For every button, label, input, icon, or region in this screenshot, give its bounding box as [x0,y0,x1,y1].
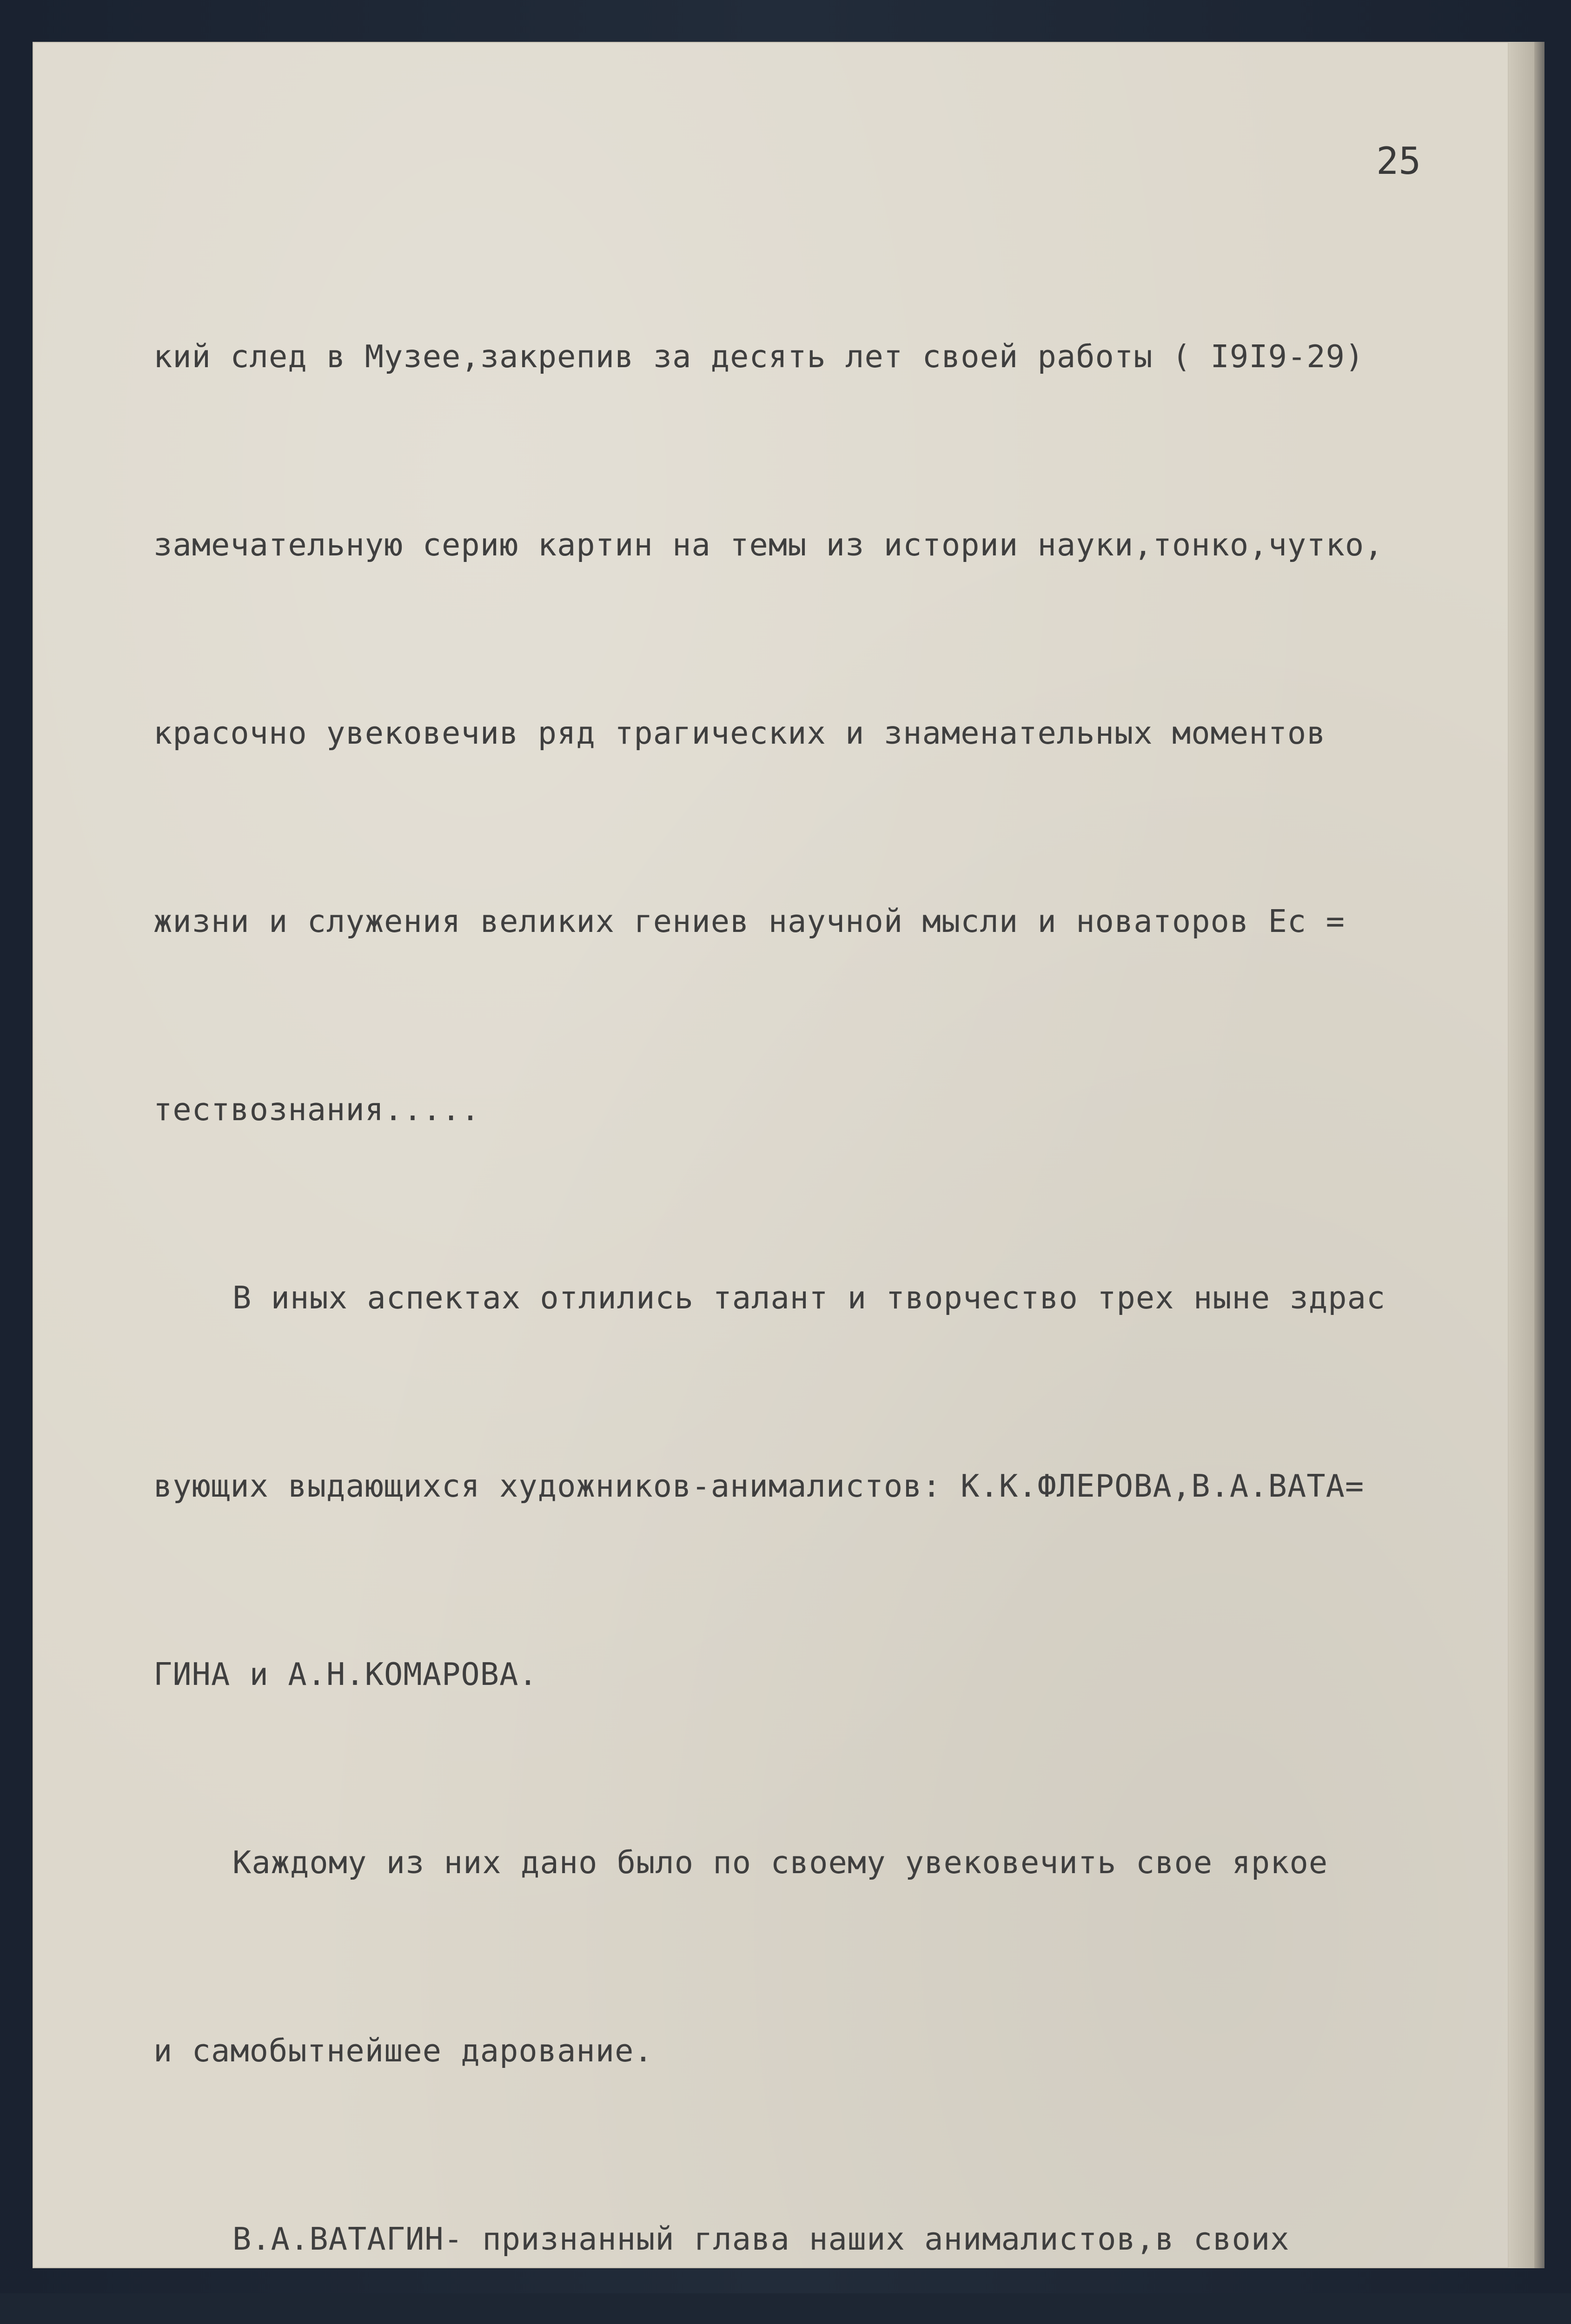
text-line: жизни и служения великих гениев научной мысли и новаторов Ес = [153,903,1345,939]
text-line: кий след в Музее,закрепив за десять лет своей работы ( I9I9-29) [153,338,1365,375]
text-line: вующих выдающихся художников-анималистов: К.К.ФЛЕРОВА,В.А.ВАТА= [153,1468,1365,1504]
text-line: замечательную серию картин на темы из истории науки,тонко,чутко, [153,527,1384,563]
text-line: и самобытнейшее дарование. [153,2033,653,2069]
page-edge-shadow [1534,42,1544,2268]
text-line: Каждому из них дано было по своему увековечить свое яркое [232,1844,1328,1881]
text-line: красочно увековечив ряд трагических и знаменательных моментов [153,715,1326,751]
page-number: 25 [1376,139,1421,183]
text-line: В.А.ВАТАГИН- признанный глава наших анималистов,в своих [232,2221,1290,2257]
text-line: тествознания..... [153,1091,480,1128]
text-line: В иных аспектах отлились талант и творчество трех ныне здрас [232,1280,1386,1316]
document-body [153,200,1511,2324]
text-line: ГИНА и А.Н.КОМАРОВА. [153,1656,538,1692]
page-edge [1509,42,1534,2268]
